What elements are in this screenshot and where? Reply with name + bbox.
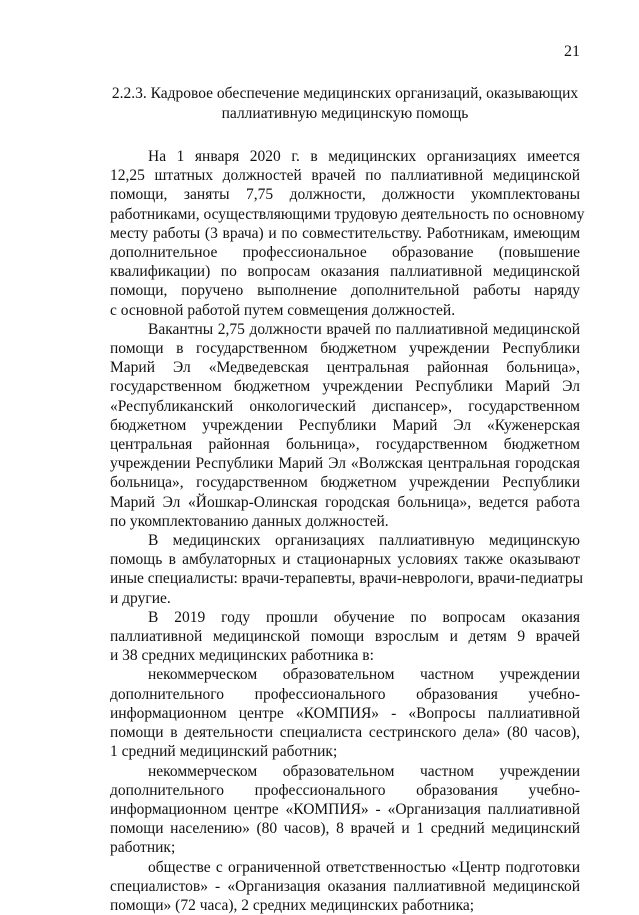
paragraph-line: некоммерческом образовательном частном учреждении: [148, 762, 580, 780]
paragraph: [110, 320, 580, 531]
paragraph-line: иные специалисты: врачи-терапевты, врачи-неврологи, врачи-педиатры: [110, 570, 583, 588]
paragraph-line: специалистов» - «Организация оказания паллиативной медицинской: [110, 877, 580, 895]
paragraph-line: помощь в амбулаторных и стационарных условиях также оказывают: [110, 551, 580, 569]
paragraph-line: помощи, поручено выполнение дополнительной работы наряду: [110, 282, 580, 300]
page-number: 21: [564, 43, 580, 60]
paragraph-line: некоммерческом образовательном частном учреждении: [148, 666, 580, 684]
paragraph-line: и 38 средних медицинских работника в:: [110, 647, 374, 665]
paragraph-line: работник;: [110, 839, 176, 857]
paragraph-line: На 1 января 2020 г. в медицинских организациях имеется: [148, 148, 580, 165]
paragraph-line: информационном центре «КОМПИЯ» - «Организация паллиативной: [110, 800, 580, 818]
paragraph: [110, 762, 580, 858]
paragraph-line: Марий Эл «Йошкар-Олинская городская больница», ведется работа: [110, 493, 580, 511]
paragraph-line: помощи в деятельности специалиста сестринского дела» (80 часов),: [110, 724, 580, 742]
paragraph-line: учреждении Республики Марий Эл «Волжская центральная городская: [110, 455, 580, 473]
paragraph-line: 12,25 штатных должностей врачей по паллиативной медицинской: [110, 167, 580, 185]
paragraph-line: месту работы (3 врача) и по совместительству. Работникам, имеющим: [110, 224, 580, 242]
paragraph: [110, 665, 580, 761]
paragraph-line: центральная районная больница», государственном бюджетном: [110, 436, 580, 454]
section-heading: [110, 84, 580, 123]
paragraph-line: и другие.: [110, 589, 171, 607]
paragraph-line: 1 средний медицинский работник;: [110, 743, 338, 761]
paragraph-line: дополнительного профессионального образования учебно-: [110, 781, 580, 799]
paragraph-line: дополнительное профессиональное образование (повышение: [110, 244, 580, 262]
paragraph-line: помощи» (72 часа), 2 средних медицинских работника;: [110, 896, 475, 914]
paragraph-line: Вакантны 2,75 должности врачей по паллиативной медицинской: [148, 320, 580, 338]
paragraph: [110, 531, 583, 608]
paragraph-line: помощи населению» (80 часов), 8 врачей и 1 средний медицинский: [110, 820, 580, 838]
paragraph: [110, 608, 580, 666]
paragraph-line: государственном бюджетном учреждении Республики Марий Эл: [110, 378, 580, 396]
paragraph-line: В медицинских организациях паллиативную медицинскую: [148, 532, 580, 550]
paragraph-line: В 2019 году прошли обучение по вопросам оказания: [148, 608, 580, 626]
paragraph-line: дополнительного профессионального образования учебно-: [110, 685, 580, 703]
section-heading-line: паллиативную медицинскую помощь: [221, 104, 469, 122]
paragraph-line: бюджетном учреждении Республики Марий Эл «Куженерская: [110, 416, 580, 434]
paragraph-line: работниками, осуществляющими трудовую деятельность по основному: [110, 205, 585, 223]
paragraph-line: «Республиканский онкологический диспансер», государственном: [110, 397, 580, 415]
paragraph-line: помощи, заняты 7,75 должности, должности укомплектованы: [110, 186, 580, 204]
section-heading-line: 2.2.3. Кадровое обеспечение медицинских организаций, оказывающих: [111, 85, 579, 102]
paragraph-line: с основной работой путем совмещения должностей.: [110, 301, 456, 319]
paragraph-line: паллиативной медицинской помощи взрослым и детям 9 врачей: [110, 628, 580, 646]
paragraph-line: обществе с ограниченной ответственностью «Центр подготовки: [148, 858, 580, 876]
paragraph-line: по укомплектованию данных должностей.: [110, 512, 389, 530]
paragraph-line: больница», государственном бюджетном учреждении Республики: [110, 474, 580, 492]
paragraph-line: помощи в государственном бюджетном учреждении Республики: [110, 340, 580, 358]
paragraph-line: информационном центре «КОМПИЯ» - «Вопросы паллиативной: [110, 704, 580, 722]
paragraph: [110, 858, 580, 915]
paragraph-line: Марий Эл «Медведевская центральная районная больница»,: [110, 359, 580, 377]
document-body: [110, 147, 585, 915]
paragraph: [110, 147, 585, 320]
paragraph-line: квалификации) по вопросам оказания паллиативной медицинской: [110, 263, 580, 281]
